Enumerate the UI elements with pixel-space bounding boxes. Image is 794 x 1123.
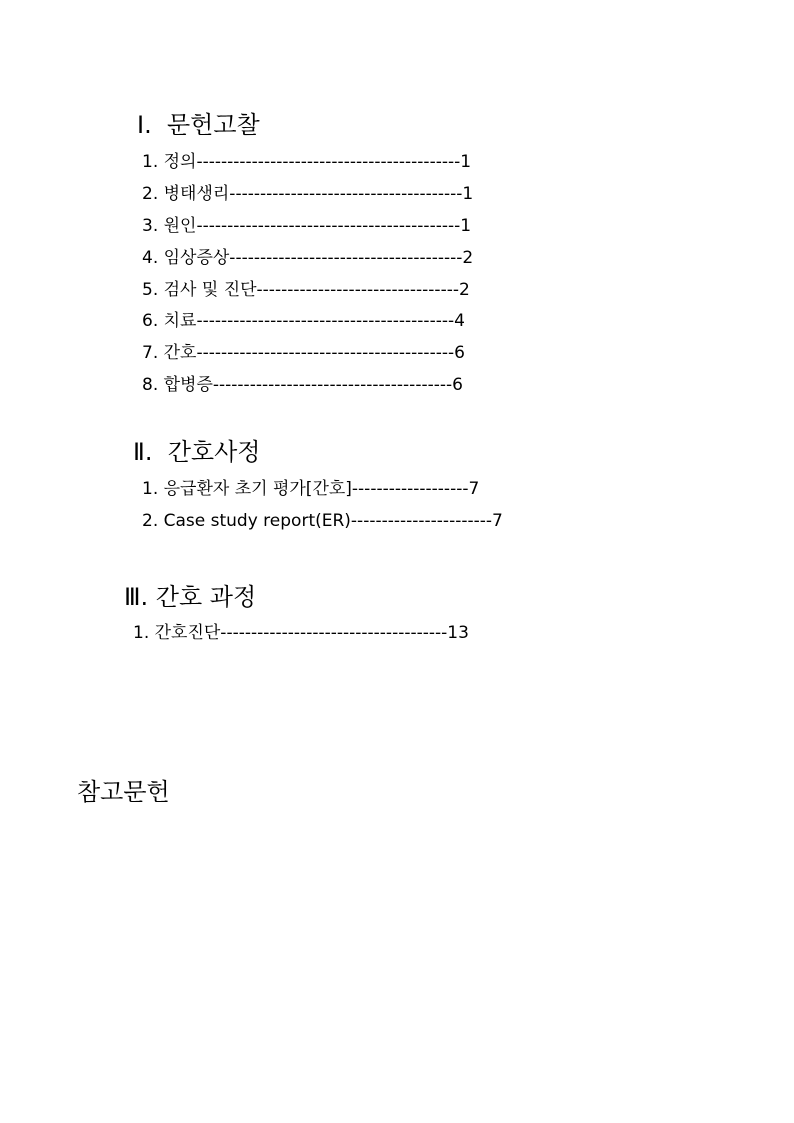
toc-entry-diagnosis: 5. 검사 및 진단---------------------------------2 [142,280,470,300]
section-heading-1: Ⅰ. 문헌고찰 [137,111,260,139]
toc-entry-symptoms: 4. 임상증상--------------------------------------2 [142,248,474,268]
toc-entry-treatment: 6. 치료------------------------------------------4 [142,311,465,331]
section-heading-2: Ⅱ. 간호사정 [133,438,261,466]
references-heading: 참고문헌 [77,778,170,806]
section-heading-3: Ⅲ. 간호 과정 [124,583,257,611]
toc-entry-definition: 1. 정의-------------------------------------------1 [142,152,472,172]
toc-entry-case-study: 2. Case study report(ER)-----------------------7 [142,511,503,531]
toc-entry-initial-assessment: 1. 응급환자 초기 평가[간호]-------------------7 [142,479,480,499]
toc-entry-nursing: 7. 간호------------------------------------------6 [142,343,465,363]
toc-entry-nursing-diagnosis: 1. 간호진단-------------------------------------13 [133,623,469,643]
toc-entry-pathophysiology: 2. 병태생리--------------------------------------1 [142,184,474,204]
toc-entry-complications: 8. 합병증---------------------------------------6 [142,375,463,395]
toc-entry-cause: 3. 원인-------------------------------------------1 [142,216,472,236]
